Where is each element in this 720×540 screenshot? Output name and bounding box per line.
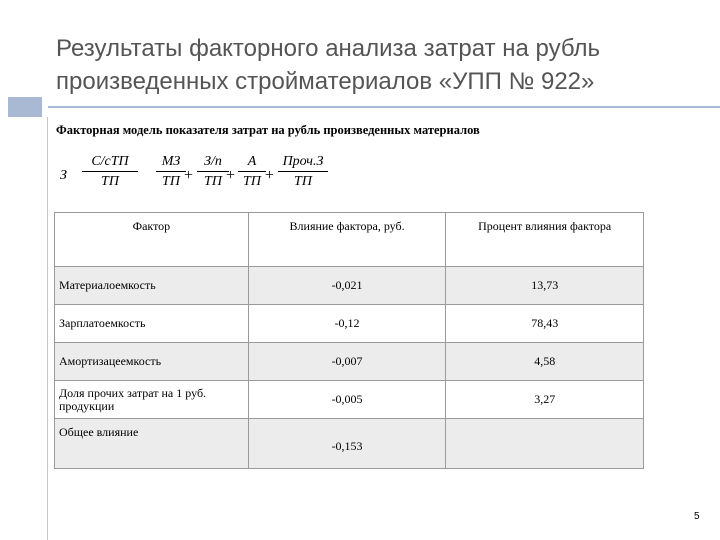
factor-model-formula [60,152,360,202]
table-row [55,343,644,381]
factor-percent: 78,43 [446,305,644,343]
formula-fraction-other [278,152,328,191]
factor-impact: -0,153 [248,419,446,469]
formula-numerator: З/п [204,154,222,169]
factor-impact: -0,021 [248,267,446,305]
factor-percent: 3,27 [446,381,644,419]
formula-denominator: ТП [204,174,222,189]
column-header-impact: Влияние фактора, руб. [248,213,446,267]
formula-plus: + [184,167,194,184]
title-divider [0,97,720,117]
factor-name: Амортизацеемкость [55,343,249,381]
factor-percent: 4,58 [446,343,644,381]
factor-impact: -0,005 [248,381,446,419]
formula-plus: + [226,167,236,184]
column-header-factor: Фактор [55,213,249,267]
formula-plus: + [265,167,275,184]
formula-fraction-material [156,152,186,191]
formula-denominator: ТП [101,174,119,189]
factor-name: Доля прочих затрат на 1 руб. продукции [55,381,249,419]
formula-denominator: ТП [294,174,312,189]
factor-name: Материалоемкость [55,267,249,305]
formula-fraction-wages [197,152,229,191]
page-number: 5 [694,511,700,522]
factor-analysis-table [54,212,644,469]
formula-numerator: А [247,154,257,169]
factor-impact: -0,007 [248,343,446,381]
left-margin-rule [47,117,48,540]
factor-percent [446,419,644,469]
table-row [55,381,644,419]
table-row-total [55,419,644,469]
factor-name: Зарплатоемкость [55,305,249,343]
factor-name: Общее влияние [55,419,249,469]
table-header-row [55,213,644,267]
formula-fraction-cost-price [82,152,138,191]
formula-numerator: Проч.З [282,154,324,169]
divider-line [48,106,720,108]
formula-denominator: ТП [162,174,180,189]
slide-title [56,32,706,98]
formula-numerator: МЗ [161,154,181,169]
formula-numerator: С/сТП [91,154,129,169]
model-subtitle: Факторная модель показателя затрат на рубль произведенных материалов [56,123,480,137]
formula-denominator: ТП [243,174,261,189]
factor-percent: 13,73 [446,267,644,305]
slide-title-line-1: Результаты факторного анализа затрат на рубль [56,35,601,62]
formula-lhs: З [60,168,67,183]
divider-square-accent [8,97,42,117]
formula-fraction-amortization [238,152,266,191]
table-row [55,305,644,343]
slide-title-line-2: произведенных стройматериалов «УПП № 922» [56,68,595,95]
table-row [55,267,644,305]
factor-impact: -0,12 [248,305,446,343]
column-header-percent: Процент влияния фактора [446,213,644,267]
